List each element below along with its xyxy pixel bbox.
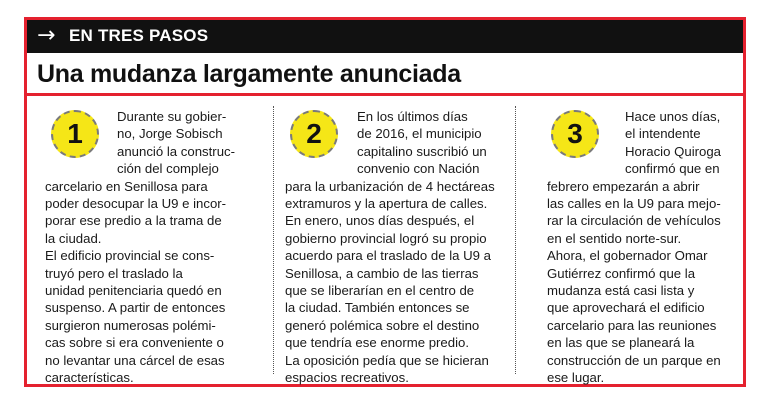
step-text-line: ción del complejo bbox=[117, 161, 219, 177]
step-text-line: las calles en la U9 para mejo- bbox=[547, 196, 721, 212]
red-divider bbox=[27, 93, 743, 96]
step-number: 1 bbox=[67, 118, 83, 149]
step-text-line: cas sobre si era conveniente o bbox=[45, 335, 224, 351]
step-text-line: Ahora, el gobernador Omar bbox=[547, 248, 708, 264]
step-text-line: capitalino suscribió un bbox=[357, 143, 487, 159]
step-text-line: gobierno provincial logró su propio bbox=[285, 230, 487, 246]
step-text-line: no, Jorge Sobisch bbox=[117, 126, 223, 142]
step-text-line: acuerdo para el traslado de la U9 a bbox=[285, 248, 492, 264]
step-text-line: que tendría ese enorme predio. bbox=[285, 335, 470, 351]
step-text-line: rar la circulación de vehículos bbox=[547, 213, 721, 229]
step-text-line: Durante su gobier- bbox=[117, 109, 227, 124]
step-text-line: unidad penitenciaria quedó en bbox=[45, 283, 222, 299]
step-text-line: En enero, unos días después, el bbox=[285, 213, 475, 229]
step-3-text bbox=[547, 108, 737, 387]
kicker-label: EN TRES PASOS bbox=[69, 26, 209, 45]
step-text-line: que se liberarían en el centro de bbox=[285, 283, 475, 299]
step-text-line: características. bbox=[45, 370, 134, 386]
step-text-line: espacios recreativos. bbox=[285, 370, 409, 386]
step-text-line: confirmó que en bbox=[625, 161, 720, 177]
step-text-line: En los últimos días bbox=[357, 109, 468, 124]
step-text-line: El edificio provincial se cons- bbox=[45, 248, 215, 264]
step-text-line: Horacio Quiroga bbox=[625, 143, 722, 159]
step-text-line: anunció la construc- bbox=[117, 143, 236, 159]
step-text-line: carcelario para las reuniones bbox=[547, 317, 717, 333]
step-number: 2 bbox=[306, 118, 322, 149]
step-text-line: que aprovechará el edificio bbox=[547, 300, 705, 316]
step-text-line: en las que se planeará la bbox=[547, 335, 695, 351]
infobox-frame bbox=[24, 17, 746, 387]
step-text-line: Gutiérrez confirmó que la bbox=[547, 265, 696, 281]
step-text-line: extramuros y la apertura de calles. bbox=[285, 196, 488, 212]
step-text-line: poder desocupar la U9 e incor- bbox=[45, 196, 227, 212]
step-text-line: la ciudad. También entonces se bbox=[285, 300, 470, 316]
step-text-line: Senillosa, a cambio de las tierras bbox=[285, 265, 479, 281]
step-text-line: febrero empezarán a abrir bbox=[547, 178, 700, 194]
step-text-line: convenio con Nación bbox=[357, 161, 480, 177]
step-text-line: La oposición pedía que se hicieran bbox=[285, 352, 489, 368]
step-text-line: Hace unos días, bbox=[625, 109, 721, 124]
step-text-line: para la urbanización de 4 hectáreas bbox=[285, 178, 495, 194]
step-text-line: mudanza está casi lista y bbox=[547, 283, 695, 299]
step-text-line: construcción de un parque en bbox=[547, 352, 721, 368]
step-text-line: ese lugar. bbox=[547, 370, 605, 386]
arrow-right-icon: → bbox=[37, 23, 56, 48]
headline: Una mudanza largamente anunciada bbox=[37, 60, 461, 88]
column-divider bbox=[515, 106, 516, 374]
step-text-line: el intendente bbox=[625, 126, 701, 142]
step-text-line: la ciudad. bbox=[45, 230, 102, 246]
step-text-line: surgieron numerosas polémi- bbox=[45, 317, 216, 333]
step-text-line: en el sentido norte-sur. bbox=[547, 230, 682, 246]
step-text-line: no levantar una cárcel de esas bbox=[45, 352, 225, 368]
step-text-line: porar ese predio a la trama de bbox=[45, 213, 222, 229]
step-number: 3 bbox=[567, 118, 583, 149]
column-divider bbox=[273, 106, 274, 374]
step-text-line: suspenso. A partir de entonces bbox=[45, 300, 226, 316]
step-text-line: generó polémica sobre el destino bbox=[285, 317, 480, 333]
step-text-line: truyó pero el traslado la bbox=[45, 265, 183, 281]
step-2-text bbox=[285, 108, 510, 387]
step-1-text bbox=[45, 108, 270, 387]
step-text-line: de 2016, el municipio bbox=[357, 126, 482, 142]
step-text-line: carcelario en Senillosa para bbox=[45, 178, 208, 194]
header-bar bbox=[27, 20, 743, 53]
